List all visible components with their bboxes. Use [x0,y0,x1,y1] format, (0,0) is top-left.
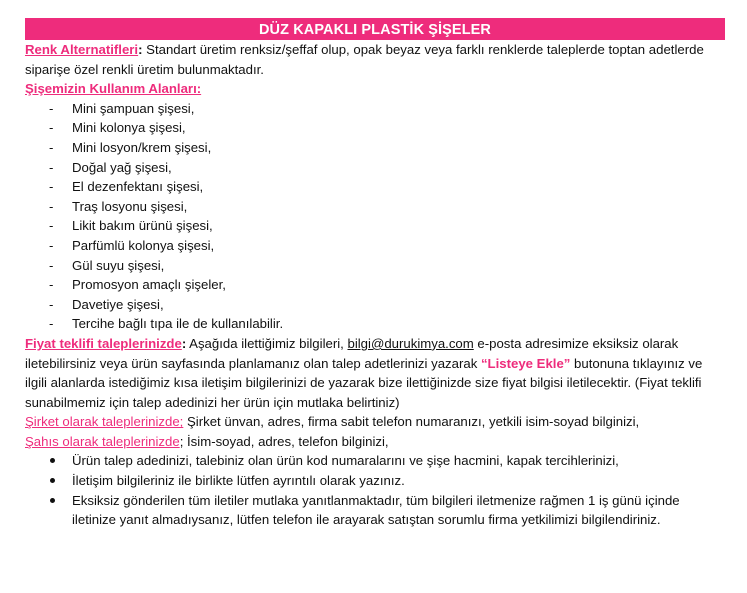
list-item-text: Tercihe bağlı tıpa ile de kullanılabilir. [72,316,284,332]
document-page [25,18,725,530]
add-to-list-quote: “Listeye Ekle” [480,355,571,371]
usage-areas-list [25,99,725,334]
price-quote-colon: : [181,335,187,351]
bullet-marker [50,458,55,463]
note-item [25,491,725,530]
list-item-text: Parfümlü kolonya şişesi, [72,237,215,253]
price-quote-heading: Fiyat teklifi taleplerinizde [25,335,182,351]
dash-marker: - [49,198,54,214]
bullet-marker [50,498,55,503]
dash-marker: - [49,139,54,155]
dash-marker: - [49,237,54,253]
list-item-text: Likit bakım ürünü şişesi, [72,218,213,234]
list-item-text: Davetiye şişesi, [72,296,164,312]
list-item [25,295,725,315]
note-text: Ürün talep adedinizi, talebiniz olan ürün kod numaralarını ve şişe hacmini, kapak tercihlerinizi, [72,453,619,469]
dash-marker: - [49,277,54,293]
price-quote-text-1: Aşağıda ilettiğimiz bilgileri, [186,335,348,351]
note-item [25,471,725,491]
individual-requests-text: ; İsim-soyad, adres, telefon bilginizi, [179,433,389,449]
color-alternatives-paragraph [25,40,725,79]
page-title: DÜZ KAPAKLI PLASTİK ŞİŞELER [25,18,725,40]
dash-marker: - [49,159,54,175]
list-item-text: Gül suyu şişesi, [72,257,165,273]
note-text: Eksiksiz gönderilen tüm iletiler mutlaka yanıtlanmaktadır, tüm bilgileri iletmenize rağmen 1 iş günü içinde iletinize yanıt almadıysanız, lütfen telefon ile arayarak satıştan sorumlu firma yetkilimizi bilgilendiriniz. [72,492,680,528]
company-requests-heading: Şirket olarak taleplerinizde; [25,414,184,430]
list-item [25,236,725,256]
dash-marker: - [49,100,54,116]
list-item-text: Doğal yağ şişesi, [72,159,172,175]
dash-marker: - [49,179,54,195]
usage-areas-heading: Şişemizin Kullanım Alanları: [25,81,202,97]
individual-requests-heading: Şahıs olarak taleplerinizde [25,433,180,449]
list-item [25,99,725,119]
list-item [25,275,725,295]
color-alternatives-colon: : [138,42,143,57]
usage-areas-paragraph [25,79,725,99]
notes-list [25,451,725,529]
dash-marker: - [49,120,54,136]
dash-marker: - [49,257,54,273]
list-item-text: Promosyon amaçlı şişeler, [72,277,226,293]
color-alternatives-text: Standart üretim renksiz/şeffaf olup, opak beyaz veya farklı renklerde taleplerde toptan adetlerde siparişe özel renkli üretim bulunmaktadır. [25,42,704,77]
color-alternatives-heading: Renk Alternatifleri [25,42,139,57]
dash-marker: - [49,316,54,332]
individual-requests-paragraph [25,432,725,452]
note-text: İletişim bilgileriniz ile birlikte lütfen ayrıntılı olarak yazınız. [72,473,405,489]
email-link[interactable]: bilgi@durukimya.com [347,335,474,351]
dash-marker: - [49,218,54,234]
list-item [25,197,725,217]
list-item-text: Traş losyonu şişesi, [72,198,188,214]
list-item [25,256,725,276]
list-item [25,177,725,197]
list-item-text: Mini kolonya şişesi, [72,120,186,136]
list-item-text: Mini şampuan şişesi, [72,100,195,116]
list-item-text: El dezenfektanı şişesi, [72,179,204,195]
list-item [25,314,725,334]
bullet-marker [50,478,55,483]
price-quote-text-3: butonuna tıklayınız ve ilgili alanlarda istediğimiz kısa iletişim bilgilerinizi de yazarak bize ilettiğinizde size fiyat bilgisi iletilecektir. (Fiyat teklifi sunabilmemiz için talep adedinizi her ürün için mutlaka belirtiniz) [25,355,703,410]
company-requests-text: Şirket ünvan, adres, firma sabit telefon numaranızı, yetkili isim-soyad bilginizi, [183,414,640,430]
dash-marker: - [49,296,54,312]
list-item [25,158,725,178]
list-item [25,216,725,236]
price-quote-paragraph [25,334,725,412]
price-quote-text-2: e-posta adresimize eksiksiz olarak iletebilirsiniz veya ürün sayfasında planlamanız olan talep adetlerinizi yazarak [25,335,679,371]
note-item [25,451,725,471]
list-item [25,118,725,138]
list-item [25,138,725,158]
company-requests-paragraph [25,412,725,432]
list-item-text: Mini losyon/krem şişesi, [72,139,212,155]
